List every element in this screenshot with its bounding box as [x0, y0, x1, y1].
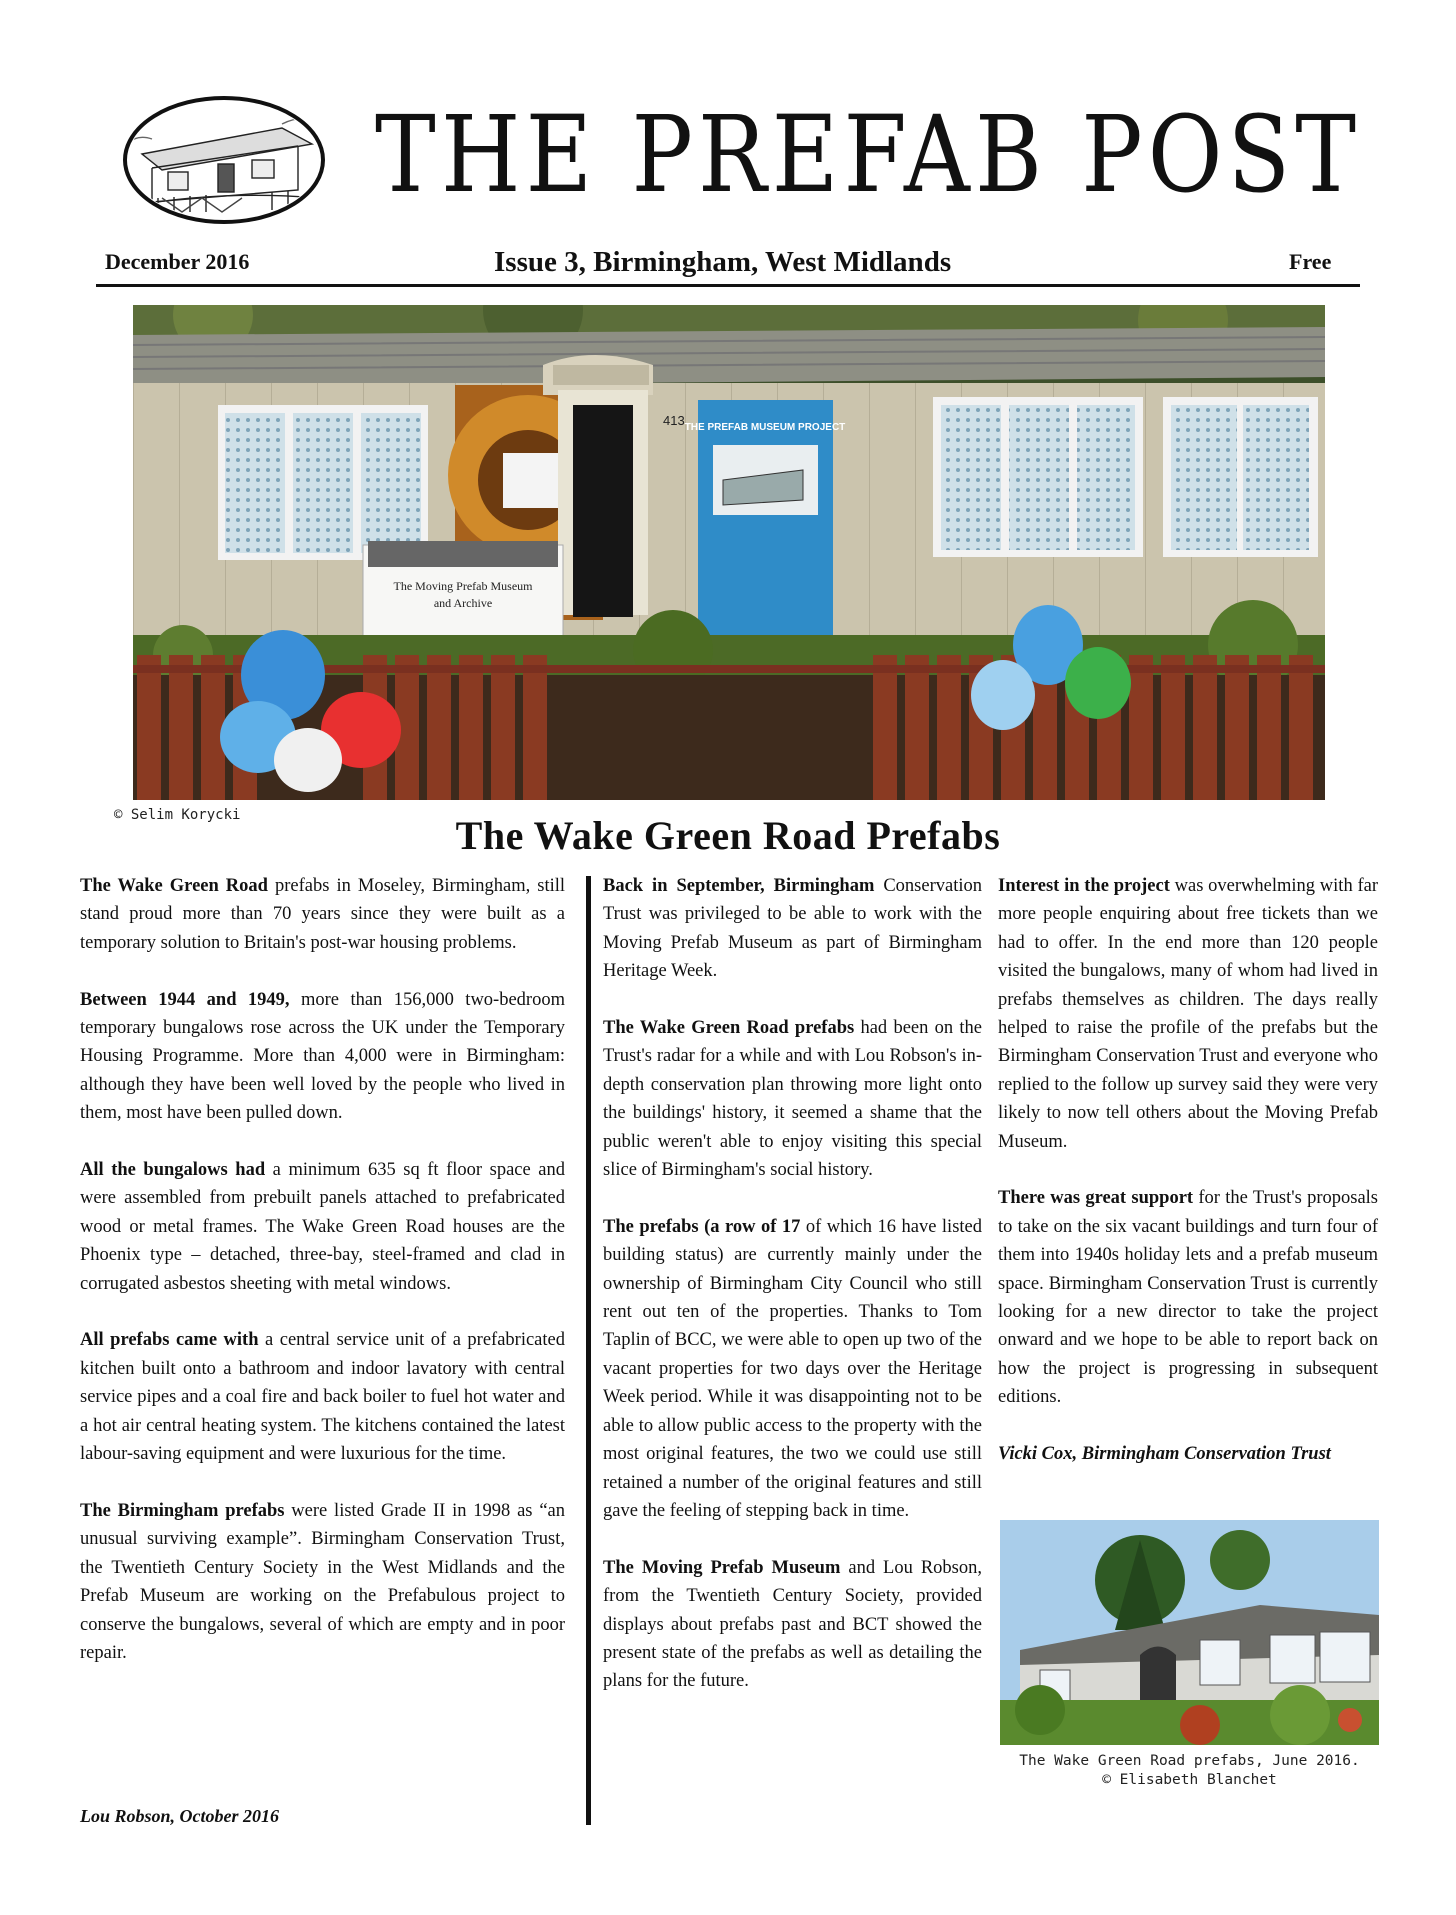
issue-number-location: Issue 3, Birmingham, West Midlands [494, 246, 952, 278]
article-column-3 [998, 872, 1378, 1497]
banner-title: THE PREFAB MUSEUM PROJECT [684, 422, 846, 433]
caption-line-1: The Wake Green Road prefabs, June 2016. [1019, 1753, 1360, 1769]
paragraph: All the bungalows had a minimum 635 sq ft floor space and were assembled from prebuilt panels attached to prefabricated wood or metal frames. The Wake Green Road houses are the Phoenix type – detached, three-bay, steel-framed and clad in corrugated asbestos sheeting with metal windows. [80, 1160, 565, 1294]
paragraph: The Wake Green Road prefabs had been on the Trust's radar for a while and with Lou Robson's in-depth conservation plan throwing more light onto the buildings' history, it seemed a shame that the public weren't able to enjoy visiting this special slice of Birmingham's social history. [603, 1018, 982, 1181]
masthead-logo-sketch [122, 94, 326, 226]
board-title-line2: and Archive [433, 596, 493, 610]
paragraph: All prefabs came with a central service unit of a prefabricated kitchen built onto a bathroom and indoor lavatory with central service pipes and a coal fire and back boiler to fuel hot water and a hot air central heating system. The kitchens contained the latest labour-saving equipment and were luxurious for the time. [80, 1330, 565, 1465]
main-photo-prefab-front [133, 305, 1325, 800]
paragraph: Interest in the project was overwhelming with far more people enquiring about free tickets than we had to offer. In the end more than 120 people visited the bungalows, many of whom had lived in prefabs themselves as children. The days really helped to raise the profile of the prefabs but the Birmingham Conservation Trust and everyone who replied to the follow up survey said they were very likely to now tell others about the Moving Prefab Museum. [998, 876, 1379, 1152]
paragraph: Back in September, Birmingham Conservation Trust was privileged to be able to work with the Moving Prefab Museum as part of Birmingham Heritage Week. [603, 876, 982, 982]
col1-signature: Lou Robson, October 2016 [80, 1806, 280, 1826]
small-photo-caption [1000, 1752, 1379, 1790]
paragraph: The Birmingham prefabs were listed Grade II in 1998 as “an unusual surviving example”. Birmingham Conservation Trust, the Twentieth Century Society in the West Midlands and the Prefab Museum are working on the Prefabulous project to conserve the bungalows, several of which are empty and in poor repair. [80, 1500, 565, 1663]
issue-date: December 2016 [105, 249, 250, 274]
main-photo-credit: © Selim Korycki [114, 807, 241, 823]
column-divider [586, 876, 591, 1825]
paragraph: There was great support for the Trust's proposals to take on the six vacant buildings and turn four of them into 1940s holiday lets and a prefab museum space. Birmingham Conservation Trust is currently looking for a new director to take the project onward and we hope to be able to report back on how the project is progressing in subsequent editions. [998, 1188, 1378, 1408]
small-photo-prefab-row [1000, 1520, 1379, 1745]
paragraph: The Moving Prefab Museum and Lou Robson, from the Twentieth Century Society, provided displays about prefabs past and BCT showed the present state of the prefabs as well as detailing the plans for the future. [603, 1557, 982, 1692]
paragraph: Between 1944 and 1949, more than 156,000 two-bedroom temporary bungalows rose across the UK under the Temporary Housing Programme. More than 4,000 were in Birmingham: although they have been well loved by the people who lived in them, most have been pulled down. [80, 989, 565, 1124]
caption-line-2: © Elisabeth Blanchet [1102, 1772, 1277, 1788]
article-headline: The Wake Green Road Prefabs [455, 813, 1001, 858]
article-column-1 [80, 872, 565, 1696]
paragraph: The prefabs (a row of 17 of which 16 have listed building status) are currently mainly under the ownership of Birmingham City Council who still rent out ten of the properties. Thanks to Tom Taplin of BCC, we were able to open up two of the vacant properties for two days over the Heritage Week period. While it was disappointing not to be able to allow public access to the property with the most original features, the two we could use still retained a number of the original features and still gave the feeling of stepping back in time. [603, 1216, 982, 1521]
door-number: 413 [663, 413, 685, 428]
issue-price: Free [1289, 249, 1332, 274]
paragraph: The Wake Green Road prefabs in Moseley, Birmingham, still stand proud more than 70 years since they were built as a temporary solution to Britain's post-war housing problems. [80, 876, 565, 953]
masthead-title: THE PREFAB POST [375, 93, 1362, 216]
masthead-rule [96, 284, 1360, 287]
col3-signature: Vicki Cox, Birmingham Conservation Trust [998, 1444, 1331, 1465]
board-title-line1: The Moving Prefab Museum [393, 579, 533, 593]
article-column-2 [603, 872, 982, 1724]
